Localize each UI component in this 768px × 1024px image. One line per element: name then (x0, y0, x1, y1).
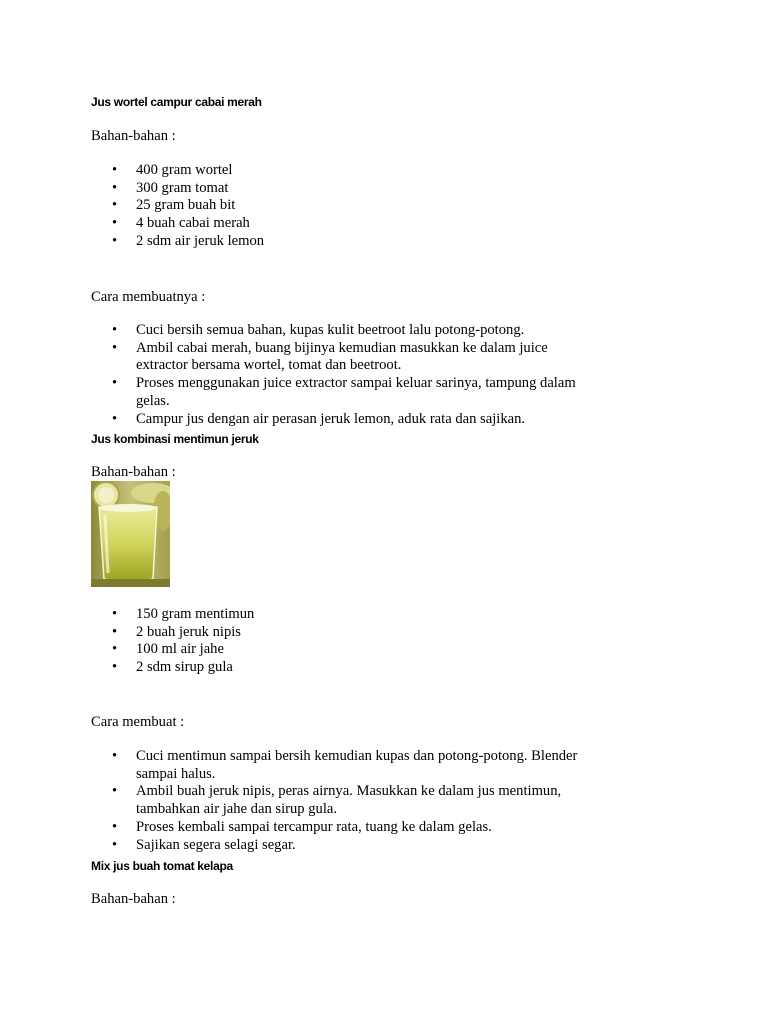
list-item: • Ambil buah jeruk nipis, peras airnya. Masukkan ke dalam jus mentimun, tambahkan air jahe dan sirup gula. (0, 783, 600, 818)
list-item: • 2 sdm air jeruk lemon (0, 233, 600, 251)
cucumber-juice-photo (91, 481, 170, 587)
list-item: • Cuci mentimun sampai bersih kemudian kupas dan potong-potong. Blender sampai halus. (0, 748, 600, 783)
recipe3-ingredients-label: Bahan-bahan : (91, 891, 176, 907)
recipe2-step-list (0, 748, 600, 854)
cucumber-juice-glass-icon (91, 481, 170, 587)
list-item: • 4 buah cabai merah (0, 215, 600, 233)
list-item: • 100 ml air jahe (0, 641, 600, 659)
recipe2-title: Jus kombinasi mentimun jeruk (91, 432, 259, 446)
list-item: • 25 gram buah bit (0, 197, 600, 215)
list-item: • 150 gram mentimun (0, 606, 600, 624)
recipe1-step-list (0, 322, 600, 428)
recipe1-ingredient-list (0, 162, 600, 251)
recipe1-title: Jus wortel campur cabai merah (91, 95, 262, 109)
list-item: • 400 gram wortel (0, 162, 600, 180)
recipe1-ingredients-label: Bahan-bahan : (91, 128, 176, 144)
list-item: • Ambil cabai merah, buang bijinya kemudian masukkan ke dalam juice extractor bersama wortel, tomat dan beetroot. (0, 340, 600, 375)
recipe2-method-label: Cara membuat : (91, 714, 185, 730)
recipe1-method-label: Cara membuatnya : (91, 289, 206, 305)
list-item: • Cuci bersih semua bahan, kupas kulit beetroot lalu potong-potong. (0, 322, 600, 340)
list-item: • Campur jus dengan air perasan jeruk lemon, aduk rata dan sajikan. (0, 411, 600, 429)
list-item: • 300 gram tomat (0, 180, 600, 198)
recipe2-ingredient-list (0, 606, 600, 677)
recipe3-title: Mix jus buah tomat kelapa (91, 859, 233, 873)
list-item: • 2 sdm sirup gula (0, 659, 600, 677)
list-item: • Proses menggunakan juice extractor sampai keluar sarinya, tampung dalam gelas. (0, 375, 600, 410)
list-item: • 2 buah jeruk nipis (0, 624, 600, 642)
list-item: • Proses kembali sampai tercampur rata, tuang ke dalam gelas. (0, 819, 600, 837)
list-item: • Sajikan segera selagi segar. (0, 837, 600, 855)
recipe2-ingredients-label: Bahan-bahan : (91, 464, 176, 480)
